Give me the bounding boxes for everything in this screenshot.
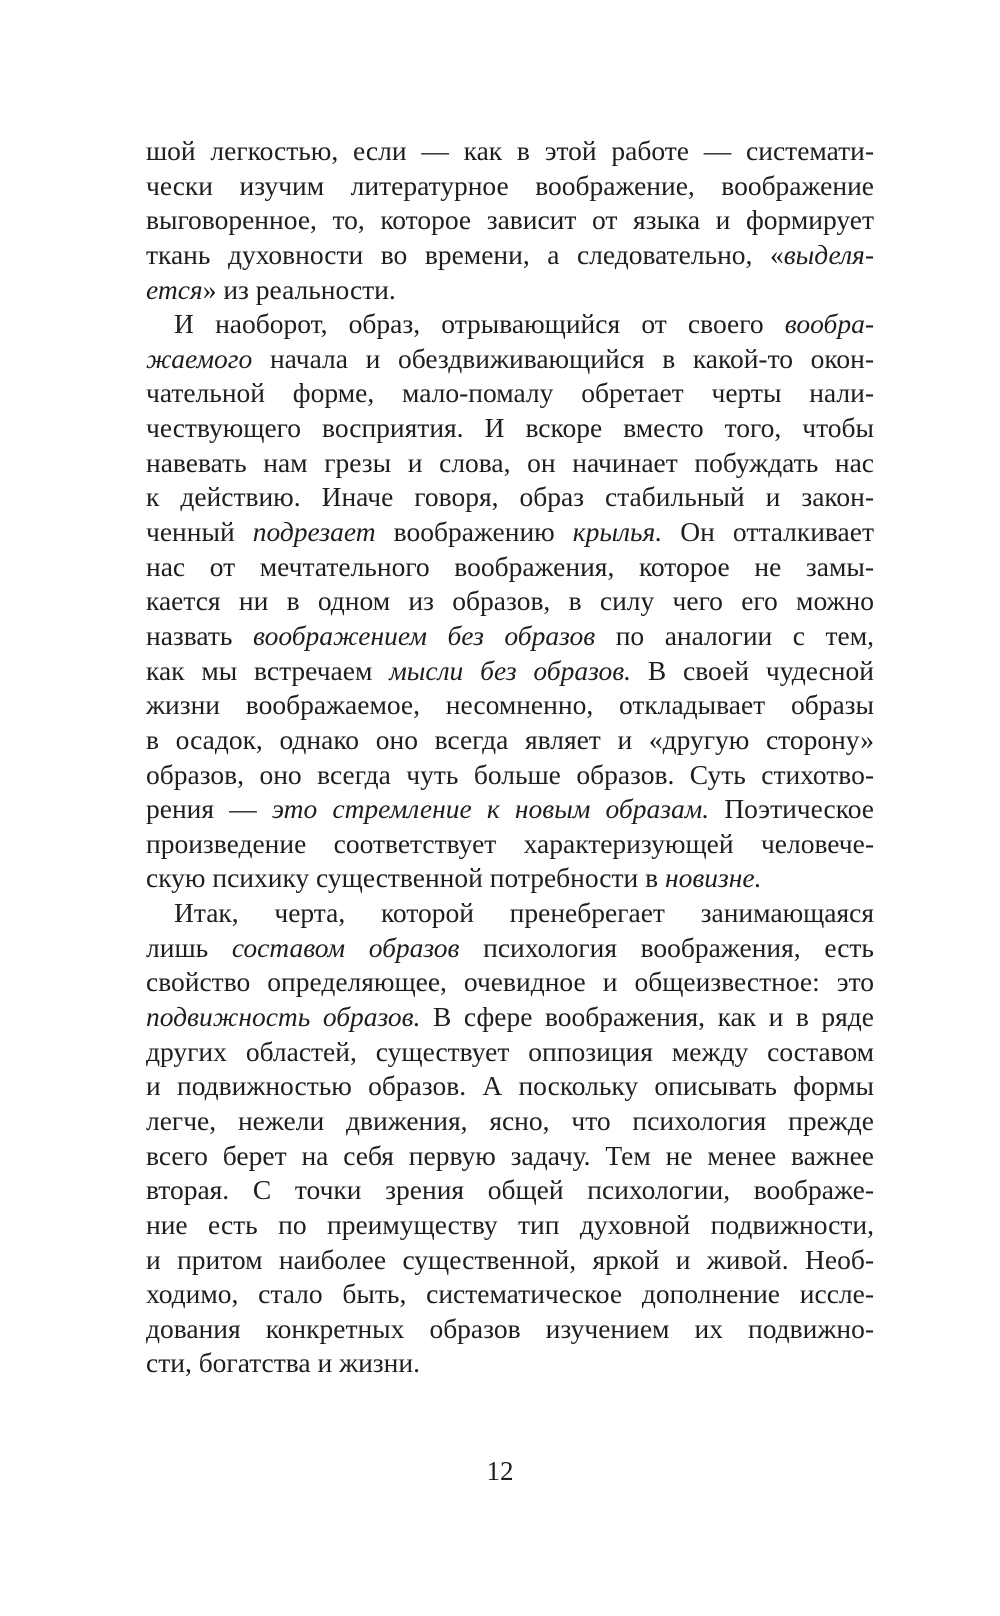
text-run: психология воображения, есть: [459, 931, 874, 963]
text-line: [146, 1312, 874, 1347]
body-text: [146, 134, 874, 1381]
text-run: кается ни в одном из образов, в силу чего его можно: [146, 585, 874, 617]
italic-text: подрезает: [252, 516, 376, 548]
text-line: [146, 1346, 874, 1381]
text-line: [146, 827, 874, 862]
text-run: в осадок, однако оно всегда являет и «другую сторону»: [146, 723, 874, 755]
italic-text: выделя-: [783, 238, 874, 270]
italic-text: воображением без образов: [253, 619, 596, 651]
text-run: Он отталкивает: [662, 516, 874, 548]
text-line: [146, 723, 874, 758]
text-run: шой легкостью, если — как в этой работе — системати-: [146, 135, 874, 166]
italic-text: жаемого: [146, 342, 253, 374]
text-run: дования конкретных образов изучением их подвижно-: [146, 1312, 874, 1344]
text-line: [146, 1069, 874, 1104]
text-line: [146, 376, 874, 411]
text-run: рения —: [146, 793, 272, 825]
text-line: [146, 203, 874, 238]
text-run: чествующего восприятия. И вскоре вместо того, чтобы: [146, 412, 874, 444]
text-run: И наоборот, образ, отрывающийся от своего: [174, 308, 785, 340]
text-line: [146, 1035, 874, 1070]
text-line: [146, 792, 874, 827]
text-run: В своей чудесной: [631, 654, 874, 686]
text-line: [146, 1173, 874, 1208]
text-run: навевать нам грезы и слова, он начинает побуждать нас: [146, 446, 874, 478]
text-run: как мы встречаем: [146, 654, 390, 686]
text-line: [146, 1139, 874, 1174]
italic-text: это стремление к новым образам.: [271, 793, 710, 825]
italic-text: мысли без образов.: [389, 654, 632, 686]
text-run: ченный: [146, 516, 253, 548]
text-run: чательной форме, мало-помалу обретает черты нали-: [146, 377, 874, 409]
text-line: [146, 446, 874, 481]
text-line: [146, 965, 874, 1000]
italic-text: составом образов: [231, 931, 460, 963]
text-line: [146, 238, 874, 273]
italic-text: ется: [146, 273, 203, 305]
text-line: [146, 480, 874, 515]
text-run: выговоренное, то, которое зависит от языка и формирует: [146, 204, 874, 236]
text-line: [146, 688, 874, 723]
text-run: и притом наиболее существенной, яркой и живой. Необ-: [146, 1243, 874, 1275]
text-run: по аналогии с тем,: [595, 619, 875, 651]
text-line: [146, 931, 874, 966]
text-run: начала и обездвиживающийся в какой-то окон-: [252, 342, 874, 374]
page-number: 12: [486, 1456, 514, 1486]
text-line: [146, 273, 874, 308]
text-run: Итак, черта, которой пренебрегает занимающаяся: [174, 897, 874, 929]
text-line: [146, 1277, 874, 1312]
text-run: вторая. С точки зрения общей психологии, воображе-: [146, 1174, 874, 1206]
text-run: к действию. Иначе говоря, образ стабильный и закон-: [146, 481, 874, 513]
text-run: воображению: [375, 516, 573, 548]
italic-text: подвижность образов.: [146, 1001, 421, 1033]
text-run: сти, богатства и жизни.: [146, 1347, 420, 1379]
text-run: ходимо, стало быть, систематическое дополнение иссле-: [146, 1278, 874, 1310]
text-run: ткань духовности во времени, а следовательно, «: [146, 238, 784, 270]
paragraph: [146, 134, 874, 307]
text-line: [146, 169, 874, 204]
text-line: [146, 896, 874, 931]
text-line: [146, 411, 874, 446]
text-line: [146, 584, 874, 619]
text-run: ние есть по преимуществу тип духовной подвижности,: [146, 1208, 874, 1240]
text-run: В сфере воображения, как и в ряде: [420, 1001, 875, 1033]
paragraph: [146, 896, 874, 1381]
text-line: [146, 307, 874, 342]
text-run: свойство определяющее, очевидное и общеизвестное: это: [146, 966, 874, 998]
text-run: » из реальности.: [202, 273, 396, 305]
text-run: образов, оно всегда чуть больше образов. Суть стихотво-: [146, 758, 874, 790]
text-run: назвать: [146, 619, 253, 651]
text-line: [146, 134, 874, 169]
text-line: [146, 861, 874, 896]
text-run: нас от мечтательного воображения, которое не замы-: [146, 550, 874, 582]
text-run: жизни воображаемое, несомненно, откладывает образы: [146, 689, 874, 721]
text-line: [146, 758, 874, 793]
italic-text: вообра-: [784, 308, 874, 340]
text-run: всего берет на себя первую задачу. Тем не менее важнее: [146, 1139, 874, 1171]
text-line: [146, 619, 874, 654]
text-run: скую психику существенной потребности в: [146, 862, 665, 894]
text-run: чески изучим литературное воображение, воображение: [146, 169, 874, 201]
text-line: [146, 342, 874, 377]
italic-text: новизне.: [664, 862, 762, 894]
text-line: [146, 1000, 874, 1035]
text-line: [146, 1104, 874, 1139]
text-run: легче, нежели движения, ясно, что психология прежде: [146, 1104, 874, 1136]
italic-text: крылья.: [572, 516, 663, 548]
paragraph: [146, 307, 874, 896]
text-line: [146, 654, 874, 689]
text-run: и подвижностью образов. А поскольку описывать формы: [146, 1070, 874, 1102]
text-run: лишь: [146, 931, 232, 963]
text-run: Поэтическое: [709, 793, 874, 825]
text-line: [146, 515, 874, 550]
text-run: произведение соответствует характеризующей человече-: [146, 827, 874, 859]
text-run: других областей, существует оппозиция между составом: [146, 1035, 874, 1067]
text-line: [146, 1208, 874, 1243]
text-line: [146, 1243, 874, 1278]
text-line: [146, 550, 874, 585]
